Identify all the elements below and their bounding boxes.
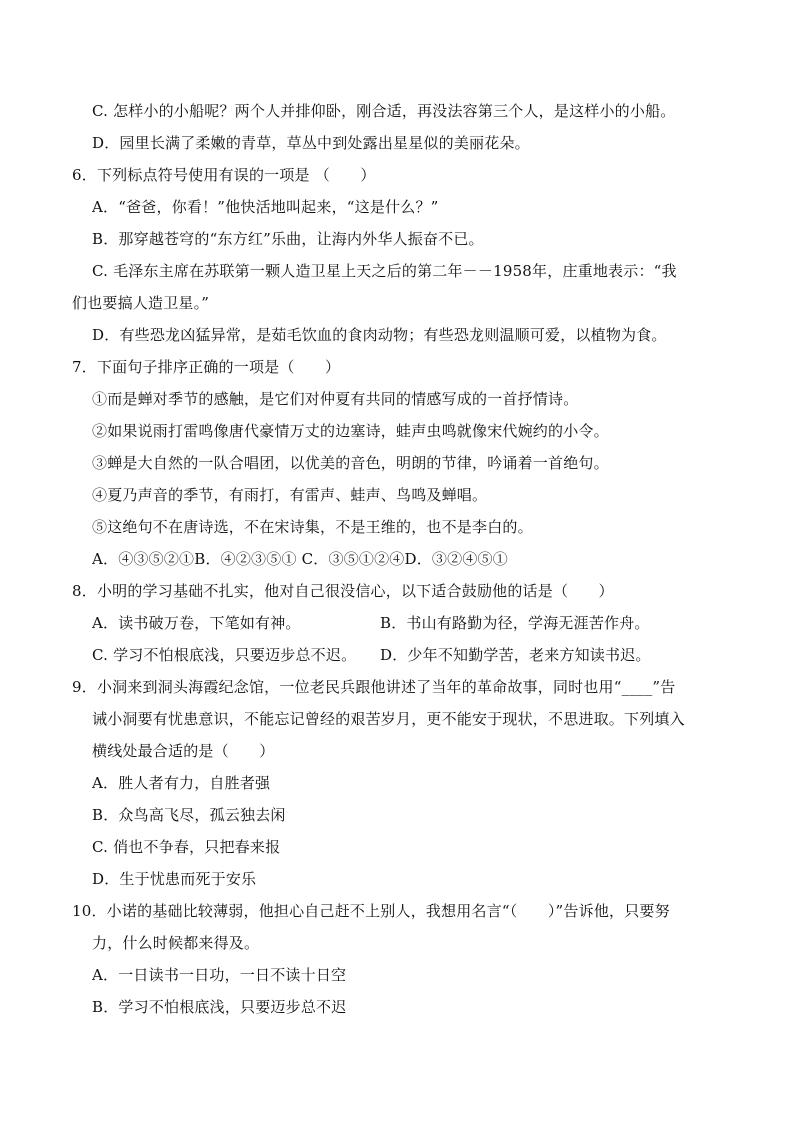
q7-sentence-4: ④夏乃声音的季节，有雨打，有雷声、蛙声、鸟鸣及蝉唱。 <box>92 486 488 504</box>
q6-option-b: B．那穿越苍穹的“东方红”乐曲，让海内外华人振奋不已。 <box>92 230 484 248</box>
q9-option-a: A．胜人者有力，自胜者强 <box>92 774 271 792</box>
q6-option-a: A．“爸爸，你看！”他快活地叫起来，“这是什么？” <box>92 198 439 216</box>
q10-stem-line1: 10．小诺的基础比较薄弱，他担心自己赶不上别人，我想用名言“（ ）”告诉他，只要努 <box>72 902 670 920</box>
q8-option-a: A．读书破万卷，下笔如有神。 <box>92 614 301 632</box>
q9-stem-line3: 横线处最合适的是（ ） <box>92 742 275 760</box>
q6-option-d: D．有些恐龙凶猛异常，是茹毛饮血的食肉动物；有些恐龙则温顺可爱，以植物为食。 <box>92 326 667 344</box>
q6-option-c-line1: C. 毛泽东主席在苏联第一颗人造卫星上天之后的第二年－－1958年，庄重地表示：“我 <box>92 262 677 280</box>
q10-option-a: A．一日读书一日功，一日不读十日空 <box>92 966 347 984</box>
q5-option-d: D．园里长满了柔嫩的青草，草丛中到处露出星星似的美丽花朵。 <box>92 134 530 152</box>
q7-sentence-1: ①而是蝉对季节的感触，是它们对仲夏有共同的情感写成的一首抒情诗。 <box>92 390 579 408</box>
q9-stem-line2: 诫小洞要有忧患意识，不能忘记曾经的艰苦岁月，更不能安于现状，不思进取。下列填入 <box>92 710 685 728</box>
q5-option-c: C. 怎样小的小船呢？两个人并排仰卧，刚合适，再没法容第三个人，是这样小的小船。 <box>92 102 676 120</box>
q10-option-b: B．学习不怕根底浅，只要迈步总不迟 <box>92 998 347 1016</box>
q8-option-c: C. 学习不怕根底浅，只要迈步总不迟。 <box>92 646 357 664</box>
q8-option-b: B．书山有路勤为径，学海无涯苦作舟。 <box>380 614 650 632</box>
q7-stem: 7．下面句子排序正确的一项是（ ） <box>72 358 341 376</box>
q7-sentence-3: ③蝉是大自然的一队合唱团，以优美的音色，明朗的节律，吟诵着一首绝句。 <box>92 454 609 472</box>
q9-stem-line1: 9．小洞来到洞头海霞纪念馆，一位老民兵跟他讲述了当年的革命故事，同时也用“____”告 <box>72 678 676 696</box>
q9-option-c: C. 俏也不争春，只把春来报 <box>92 838 281 856</box>
q6-stem: 6．下列标点符号使用有误的一项是 （ ） <box>72 166 376 184</box>
q9-option-d: D．生于忧患而死于安乐 <box>92 870 257 888</box>
q9-option-b: B．众鸟高飞尽，孤云独去闲 <box>92 806 286 824</box>
q10-stem-line2: 力，什么时候都来得及。 <box>92 934 260 952</box>
q7-options: A．④③⑤②①B．④②③⑤① C．③⑤①②④D．③②④⑤① <box>92 550 508 568</box>
q6-option-c-line2: 们也要搞人造卫星。” <box>72 294 210 312</box>
q8-option-d: D．少年不知勤学苦，老来方知读书迟。 <box>380 646 651 664</box>
q8-stem: 8．小明的学习基础不扎实，他对自己很没信心，以下适合鼓励他的话是（ ） <box>72 582 614 600</box>
q7-sentence-2: ②如果说雨打雷鸣像唐代豪情万丈的边塞诗，蛙声虫鸣就像宋代婉约的小令。 <box>92 422 609 440</box>
q7-sentence-5: ⑤这绝句不在唐诗选，不在宋诗集，不是王维的，也不是李白的。 <box>92 518 533 536</box>
